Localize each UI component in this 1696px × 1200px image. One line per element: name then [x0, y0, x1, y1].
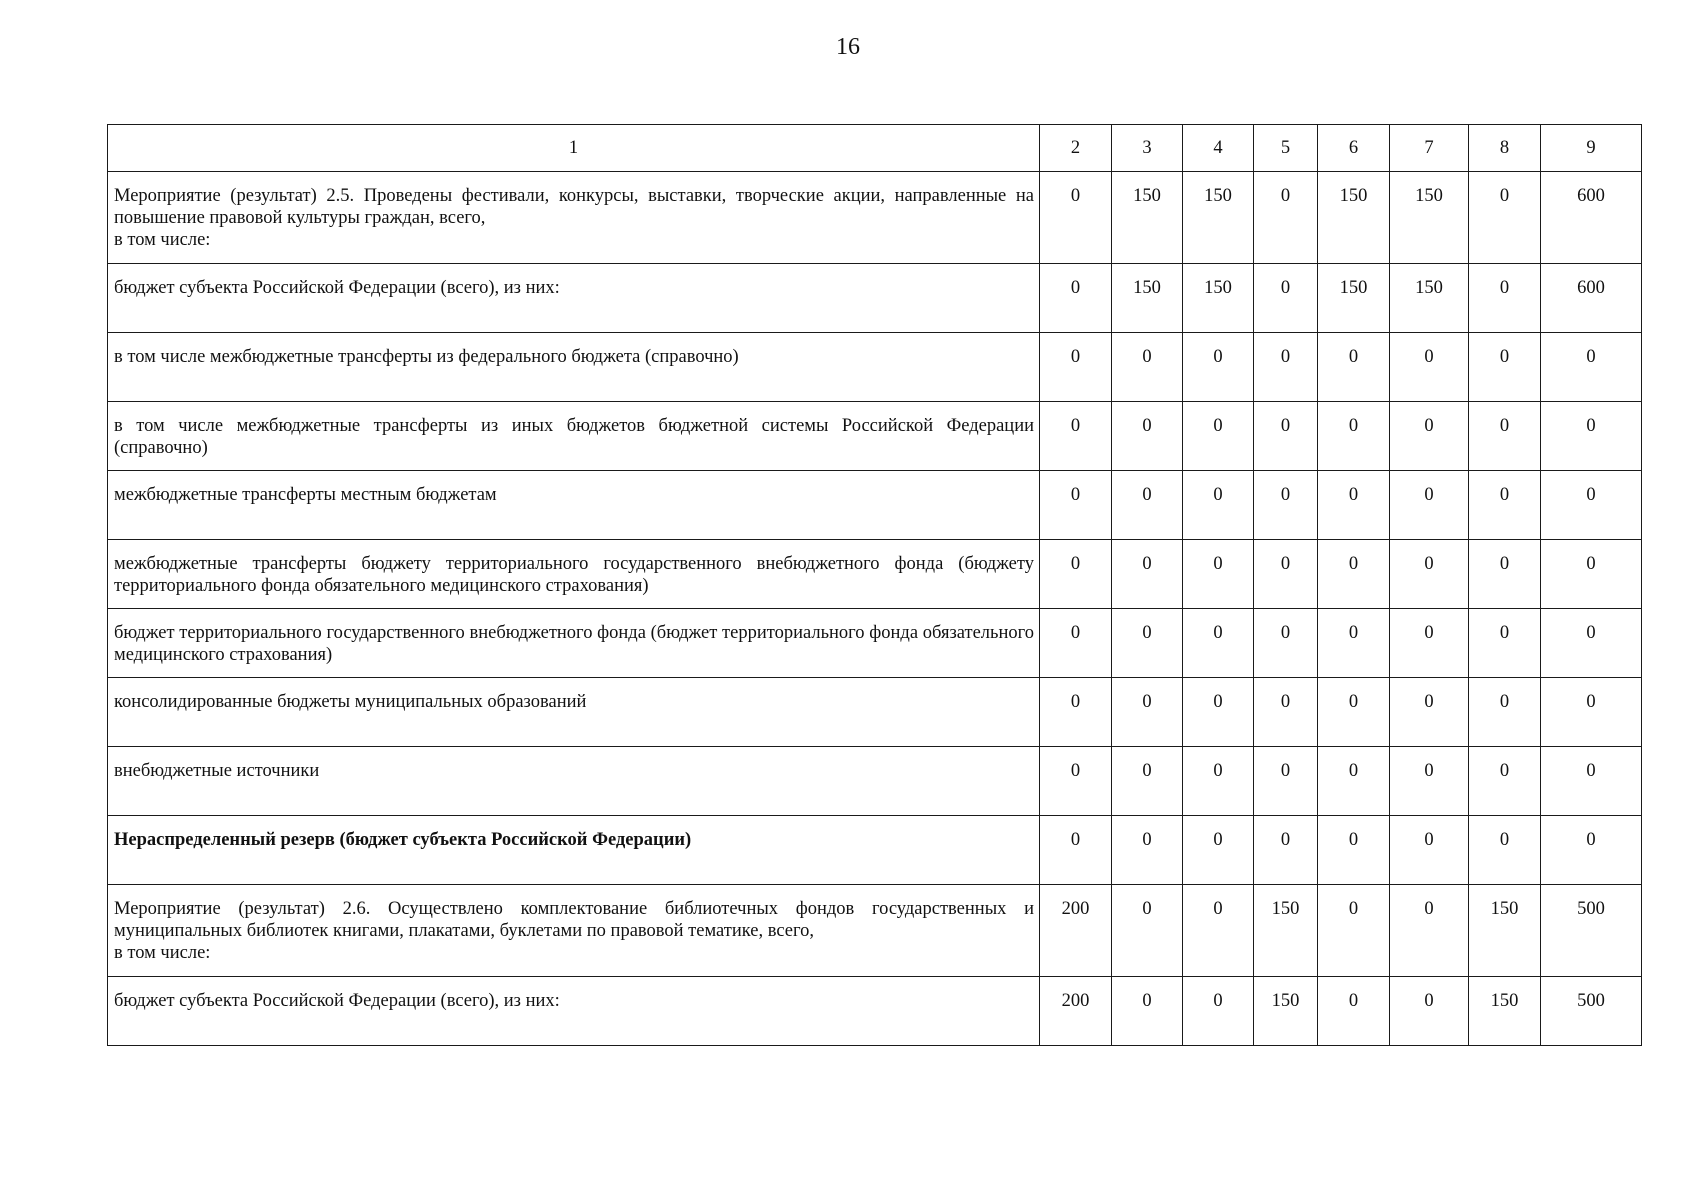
cell-value-col-7: 0: [1390, 977, 1469, 1046]
table-row: [108, 172, 1642, 264]
cell-value-col-7: 0: [1390, 816, 1469, 885]
cell-value-col-8: 150: [1469, 885, 1541, 977]
cell-value-col-3: 0: [1112, 471, 1183, 540]
column-header-4: 4: [1183, 125, 1254, 172]
column-header-5: 5: [1254, 125, 1318, 172]
cell-value-col-5: 0: [1254, 678, 1318, 747]
cell-value-col-2: 0: [1040, 333, 1112, 402]
column-header-8: 8: [1469, 125, 1541, 172]
cell-value-col-3: 0: [1112, 678, 1183, 747]
cell-value-col-5: 0: [1254, 172, 1318, 264]
cell-value-col-4: 0: [1183, 609, 1254, 678]
row-label: Мероприятие (результат) 2.5. Проведены фестивали, конкурсы, выставки, творческие акции, направленные на повышение правовой культуры граждан, всего, в том числе:: [108, 172, 1040, 264]
cell-value-col-5: 0: [1254, 816, 1318, 885]
cell-value-col-7: 0: [1390, 402, 1469, 471]
cell-value-col-8: 0: [1469, 402, 1541, 471]
table-row: [108, 747, 1642, 816]
cell-value-col-4: 0: [1183, 816, 1254, 885]
cell-value-col-5: 0: [1254, 540, 1318, 609]
cell-value-col-8: 0: [1469, 540, 1541, 609]
cell-value-col-9: 600: [1541, 172, 1642, 264]
cell-value-col-2: 0: [1040, 609, 1112, 678]
cell-value-col-2: 0: [1040, 402, 1112, 471]
row-label: бюджет субъекта Российской Федерации (всего), из них:: [108, 977, 1040, 1046]
header-row: [108, 125, 1642, 172]
cell-value-col-5: 0: [1254, 609, 1318, 678]
cell-value-col-2: 0: [1040, 264, 1112, 333]
cell-value-col-9: 500: [1541, 977, 1642, 1046]
cell-value-col-2: 0: [1040, 747, 1112, 816]
cell-value-col-5: 0: [1254, 264, 1318, 333]
cell-value-col-3: 150: [1112, 264, 1183, 333]
cell-value-col-2: 0: [1040, 816, 1112, 885]
cell-value-col-6: 0: [1318, 402, 1390, 471]
cell-value-col-5: 0: [1254, 333, 1318, 402]
cell-value-col-5: 0: [1254, 471, 1318, 540]
cell-value-col-4: 150: [1183, 172, 1254, 264]
cell-value-col-7: 0: [1390, 471, 1469, 540]
cell-value-col-8: 0: [1469, 172, 1541, 264]
page-number: 16: [836, 34, 860, 60]
cell-value-col-6: 0: [1318, 977, 1390, 1046]
cell-value-col-8: 0: [1469, 747, 1541, 816]
column-header-1: 1: [108, 125, 1040, 172]
cell-value-col-3: 0: [1112, 540, 1183, 609]
cell-value-col-3: 0: [1112, 402, 1183, 471]
cell-value-col-6: 0: [1318, 885, 1390, 977]
row-label: бюджет территориального государственного внебюджетного фонда (бюджет территориального фонда обязательного медицинского страхования): [108, 609, 1040, 678]
budget-table: [107, 124, 1642, 1046]
row-label: межбюджетные трансферты бюджету территориального государственного внебюджетного фонда (бюджету территориального фонда обязательного медицинского страхования): [108, 540, 1040, 609]
cell-value-col-3: 0: [1112, 747, 1183, 816]
cell-value-col-7: 0: [1390, 333, 1469, 402]
cell-value-col-2: 0: [1040, 678, 1112, 747]
cell-value-col-9: 500: [1541, 885, 1642, 977]
column-header-9: 9: [1541, 125, 1642, 172]
table-row: [108, 678, 1642, 747]
cell-value-col-9: 0: [1541, 747, 1642, 816]
cell-value-col-9: 600: [1541, 264, 1642, 333]
cell-value-col-7: 0: [1390, 609, 1469, 678]
table-row: [108, 333, 1642, 402]
cell-value-col-3: 0: [1112, 333, 1183, 402]
column-header-6: 6: [1318, 125, 1390, 172]
cell-value-col-9: 0: [1541, 333, 1642, 402]
table-row: [108, 977, 1642, 1046]
cell-value-col-6: 0: [1318, 816, 1390, 885]
table-row: [108, 609, 1642, 678]
cell-value-col-3: 0: [1112, 816, 1183, 885]
cell-value-col-8: 0: [1469, 264, 1541, 333]
cell-value-col-4: 0: [1183, 333, 1254, 402]
cell-value-col-5: 0: [1254, 402, 1318, 471]
cell-value-col-6: 0: [1318, 471, 1390, 540]
cell-value-col-7: 0: [1390, 678, 1469, 747]
cell-value-col-6: 0: [1318, 747, 1390, 816]
table-row: [108, 264, 1642, 333]
cell-value-col-7: 0: [1390, 747, 1469, 816]
cell-value-col-5: 150: [1254, 885, 1318, 977]
cell-value-col-8: 0: [1469, 471, 1541, 540]
cell-value-col-4: 0: [1183, 471, 1254, 540]
cell-value-col-6: 0: [1318, 678, 1390, 747]
cell-value-col-9: 0: [1541, 540, 1642, 609]
cell-value-col-3: 150: [1112, 172, 1183, 264]
cell-value-col-4: 0: [1183, 540, 1254, 609]
cell-value-col-6: 150: [1318, 172, 1390, 264]
cell-value-col-2: 0: [1040, 471, 1112, 540]
cell-value-col-7: 150: [1390, 264, 1469, 333]
cell-value-col-5: 0: [1254, 747, 1318, 816]
cell-value-col-7: 0: [1390, 885, 1469, 977]
cell-value-col-4: 0: [1183, 678, 1254, 747]
cell-value-col-8: 150: [1469, 977, 1541, 1046]
cell-value-col-8: 0: [1469, 333, 1541, 402]
row-label: Нераспределенный резерв (бюджет субъекта Российской Федерации): [108, 816, 1040, 885]
cell-value-col-2: 200: [1040, 977, 1112, 1046]
cell-value-col-9: 0: [1541, 678, 1642, 747]
column-header-7: 7: [1390, 125, 1469, 172]
cell-value-col-6: 0: [1318, 540, 1390, 609]
cell-value-col-5: 150: [1254, 977, 1318, 1046]
cell-value-col-9: 0: [1541, 609, 1642, 678]
cell-value-col-9: 0: [1541, 816, 1642, 885]
cell-value-col-6: 0: [1318, 609, 1390, 678]
cell-value-col-4: 0: [1183, 402, 1254, 471]
cell-value-col-4: 0: [1183, 885, 1254, 977]
cell-value-col-3: 0: [1112, 609, 1183, 678]
cell-value-col-6: 150: [1318, 264, 1390, 333]
table-row: [108, 816, 1642, 885]
cell-value-col-2: 200: [1040, 885, 1112, 977]
cell-value-col-4: 150: [1183, 264, 1254, 333]
cell-value-col-4: 0: [1183, 747, 1254, 816]
row-label: консолидированные бюджеты муниципальных образований: [108, 678, 1040, 747]
cell-value-col-8: 0: [1469, 816, 1541, 885]
cell-value-col-3: 0: [1112, 885, 1183, 977]
column-header-2: 2: [1040, 125, 1112, 172]
cell-value-col-4: 0: [1183, 977, 1254, 1046]
cell-value-col-9: 0: [1541, 471, 1642, 540]
row-label: в том числе межбюджетные трансферты из федерального бюджета (справочно): [108, 333, 1040, 402]
cell-value-col-6: 0: [1318, 333, 1390, 402]
table-row: [108, 885, 1642, 977]
cell-value-col-9: 0: [1541, 402, 1642, 471]
row-label: межбюджетные трансферты местным бюджетам: [108, 471, 1040, 540]
cell-value-col-2: 0: [1040, 540, 1112, 609]
table-row: [108, 471, 1642, 540]
cell-value-col-8: 0: [1469, 609, 1541, 678]
row-label: внебюджетные источники: [108, 747, 1040, 816]
cell-value-col-7: 150: [1390, 172, 1469, 264]
row-label: Мероприятие (результат) 2.6. Осуществлено комплектование библиотечных фондов государственных и муниципальных библиотек книгами, плакатами, буклетами по правовой тематике, всего, в том числе:: [108, 885, 1040, 977]
cell-value-col-3: 0: [1112, 977, 1183, 1046]
row-label: в том числе межбюджетные трансферты из иных бюджетов бюджетной системы Российской Федерации (справочно): [108, 402, 1040, 471]
table-row: [108, 402, 1642, 471]
cell-value-col-8: 0: [1469, 678, 1541, 747]
cell-value-col-7: 0: [1390, 540, 1469, 609]
cell-value-col-2: 0: [1040, 172, 1112, 264]
table-row: [108, 540, 1642, 609]
column-header-3: 3: [1112, 125, 1183, 172]
row-label: бюджет субъекта Российской Федерации (всего), из них:: [108, 264, 1040, 333]
